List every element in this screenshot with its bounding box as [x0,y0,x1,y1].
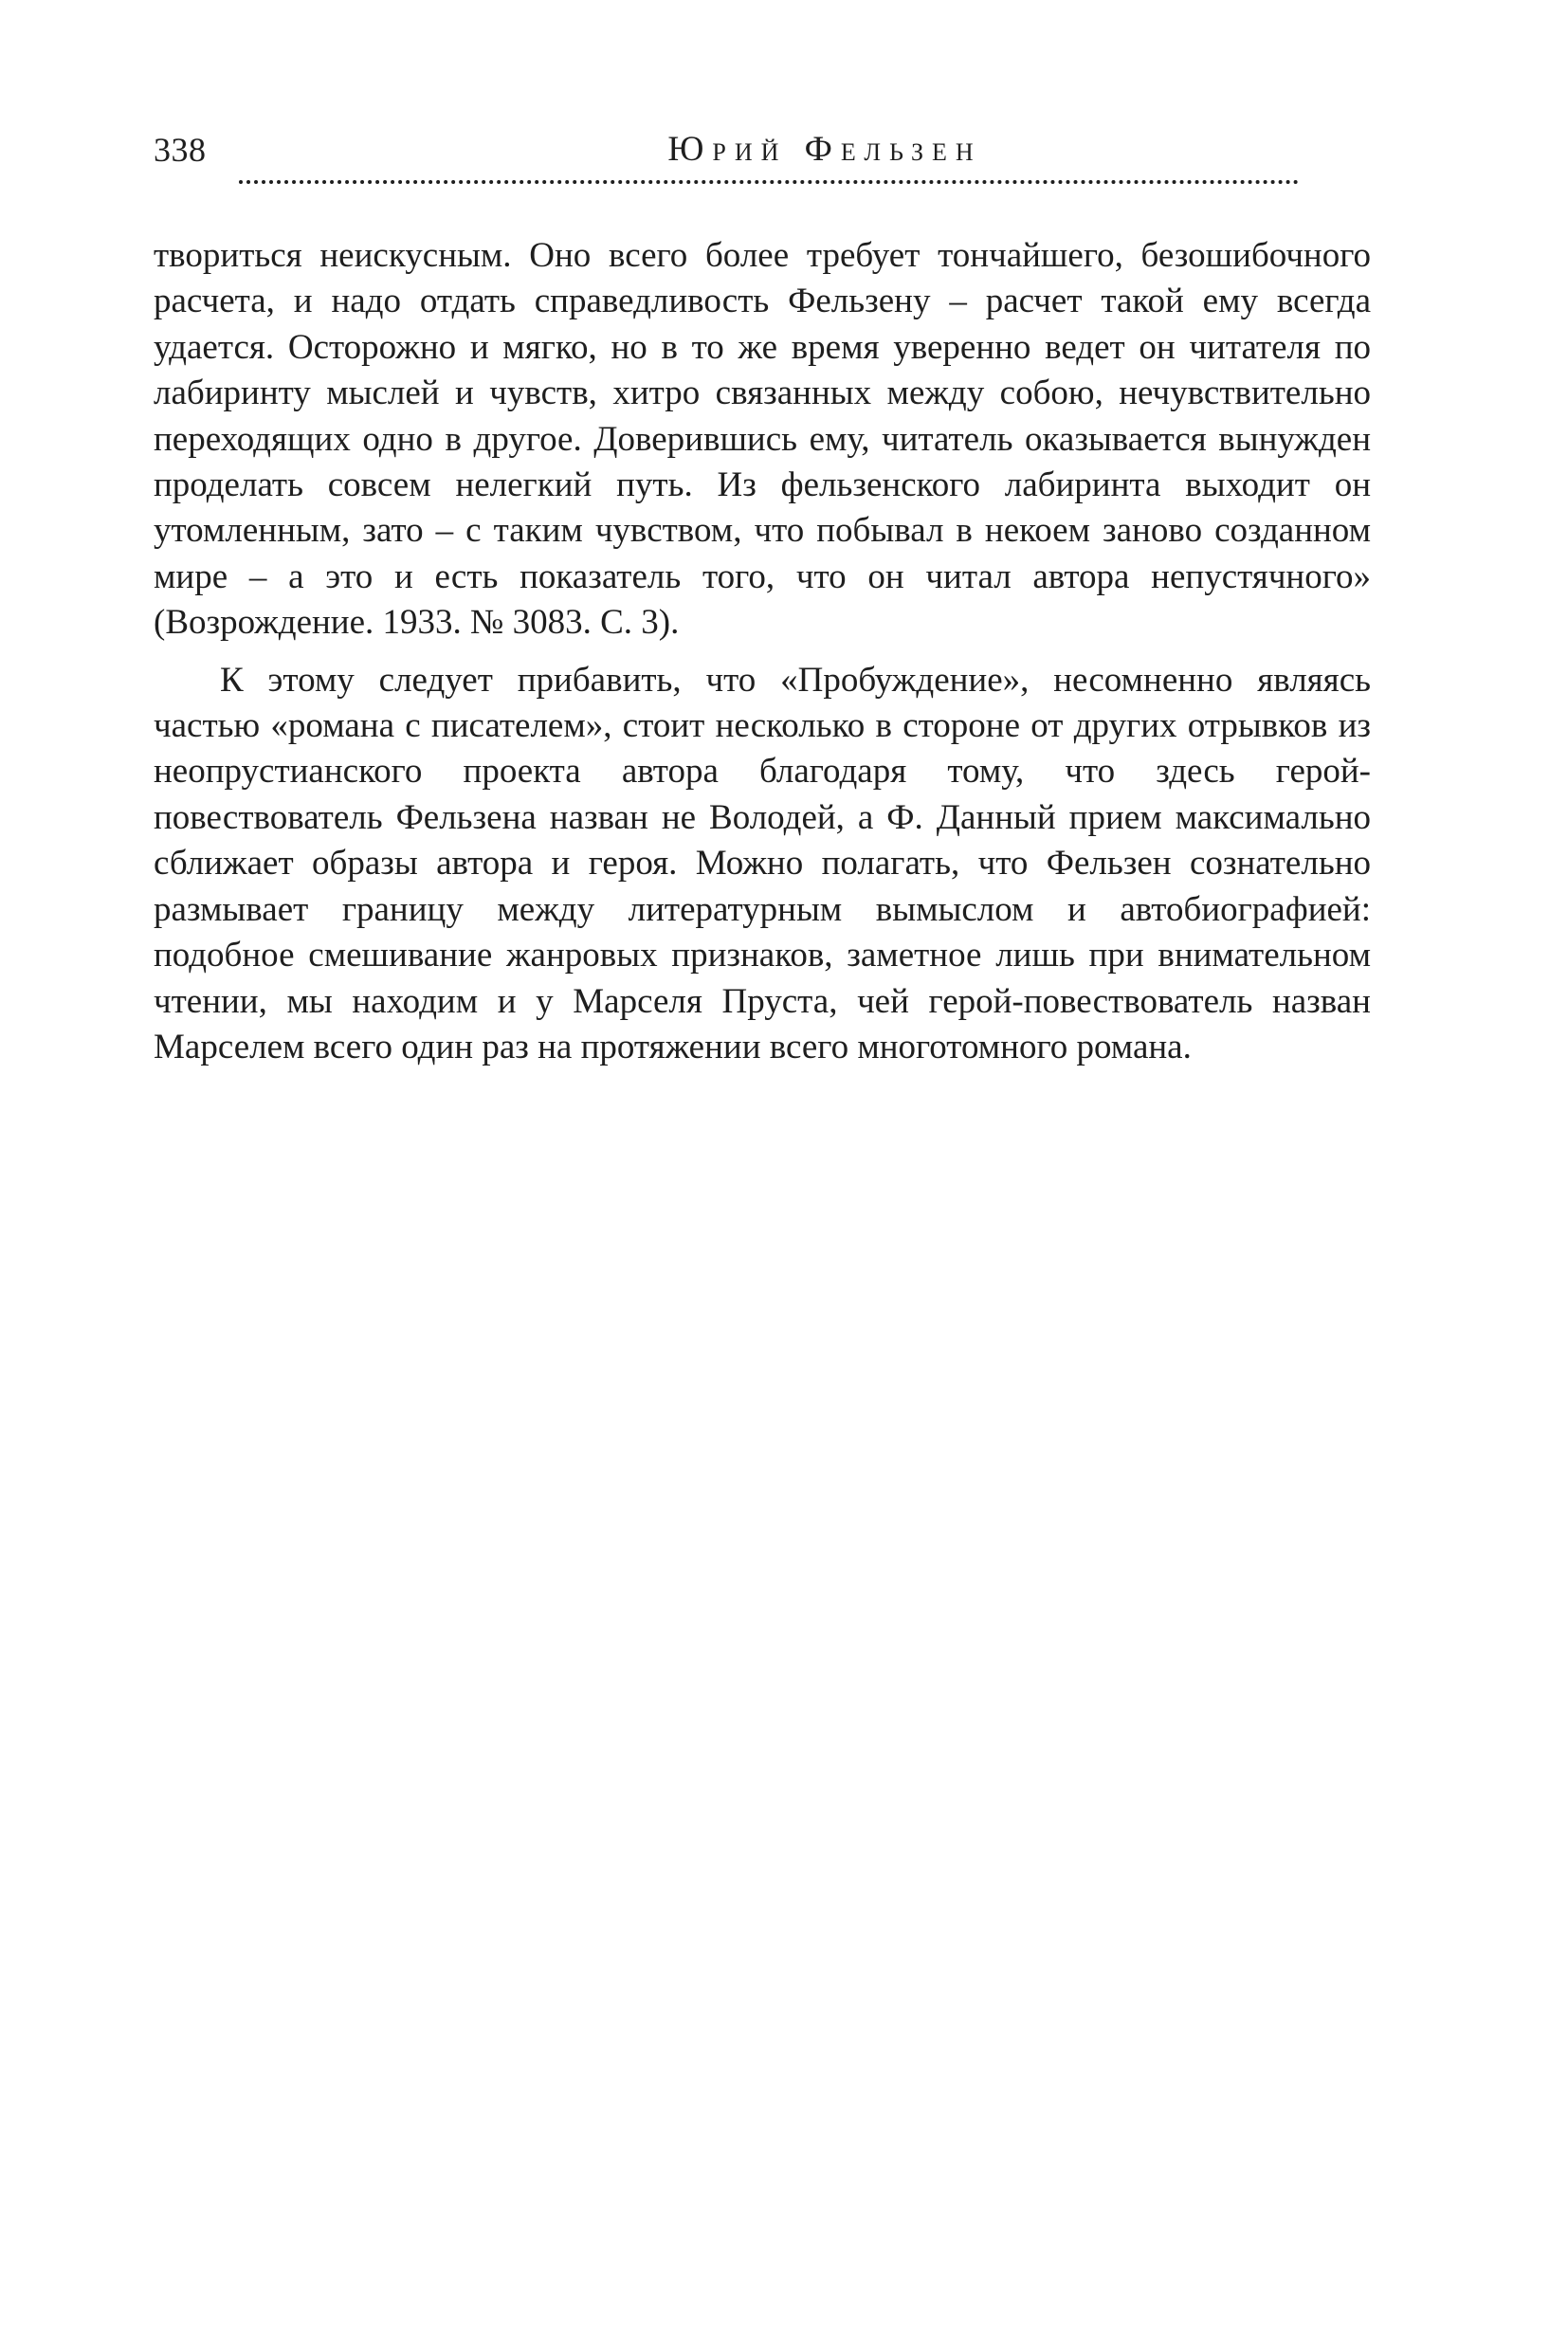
paragraph: твориться неискусным. Оно всего более требует тончайшего, безошибочного расчета, и надо отдать справедливость Фельзену – расчет такой ему всегда удается. Осторожно и мягко, но в то же время уверенно ведет он читателя по лабиринту мыслей и чувств, хитро связанных между собою, нечувствительно переходящих одно в другое. Доверившись ему, читатель оказывается вынужден проделать совсем нелегкий путь. Из фельзенского лабиринта выходит он утомленным, зато – с таким чувством, что побывал в некоем заново созданном мире – а это и есть показатель того, что он читал автора непустячного» (Возрождение. 1933. № 3083. С. 3). [154,236,1371,643]
header-divider [239,180,1299,184]
running-title: Юрий Фельзен [667,130,982,169]
page-number: 338 [154,131,207,169]
body-text [154,233,1371,1082]
paragraph: К этому следует прибавить, что «Пробуждение», несомненно являясь частью «романа с писателем», стоит несколько в стороне от других отрывков из неопрустианского проекта автора благодаря тому, что здесь герой-повествователь Фельзена назван не Володей, а Ф. Данный прием максимально сближает образы автора и героя. Можно полагать, что Фельзен сознательно размывает границу между литературным вымыслом и автобиографией: подобное смешивание жанровых признаков, заметное лишь при внимательном чтении, мы находим и у Марселя Пруста, чей герой-повествователь назван Марселем всего один раз на протяжении всего многотомного романа. [154,660,1371,1066]
